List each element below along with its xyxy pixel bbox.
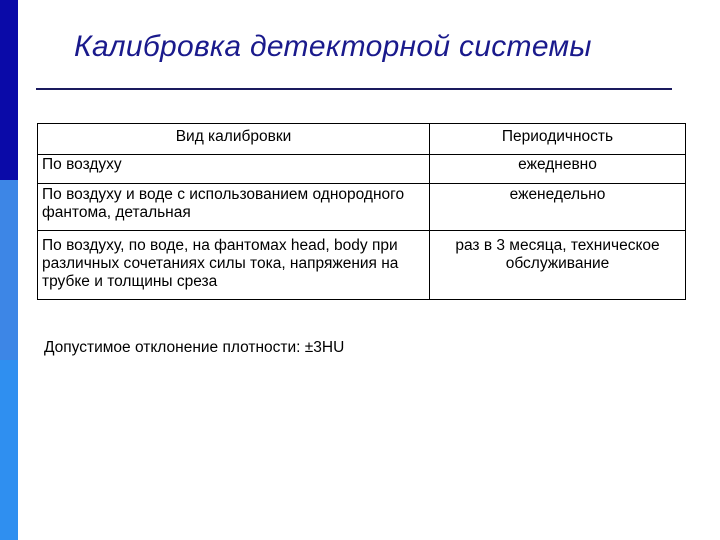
- cell-periodicity: ежедневно: [430, 155, 686, 184]
- table-row: [38, 155, 686, 184]
- cell-calibration-type: По воздуху: [38, 155, 430, 184]
- sidebar-segment-middle: [0, 180, 18, 360]
- title-underline: [36, 88, 672, 90]
- cell-calibration-type: По воздуху и воде с использованием однородного фантома, детальная: [38, 184, 430, 231]
- table-row: [38, 231, 686, 300]
- cell-periodicity: еженедельно: [430, 184, 686, 231]
- decorative-sidebar: [0, 0, 18, 540]
- cell-calibration-type: По воздуху, по воде, на фантомах head, body при различных сочетаниях силы тока, напряжения на трубке и толщины среза: [38, 231, 430, 300]
- sidebar-segment-bottom: [0, 360, 18, 540]
- header-periodicity: Периодичность: [430, 124, 686, 155]
- density-tolerance-note: Допустимое отклонение плотности: ±3HU: [44, 339, 345, 356]
- header-calibration-type: Вид калибровки: [38, 124, 430, 155]
- cell-periodicity: раз в 3 месяца, техническое обслуживание: [430, 231, 686, 300]
- sidebar-segment-top: [0, 0, 18, 180]
- slide-title: Калибровка детекторной системы: [74, 30, 592, 63]
- table-header-row: [38, 124, 686, 155]
- table-row: [38, 184, 686, 231]
- calibration-table: [37, 123, 686, 300]
